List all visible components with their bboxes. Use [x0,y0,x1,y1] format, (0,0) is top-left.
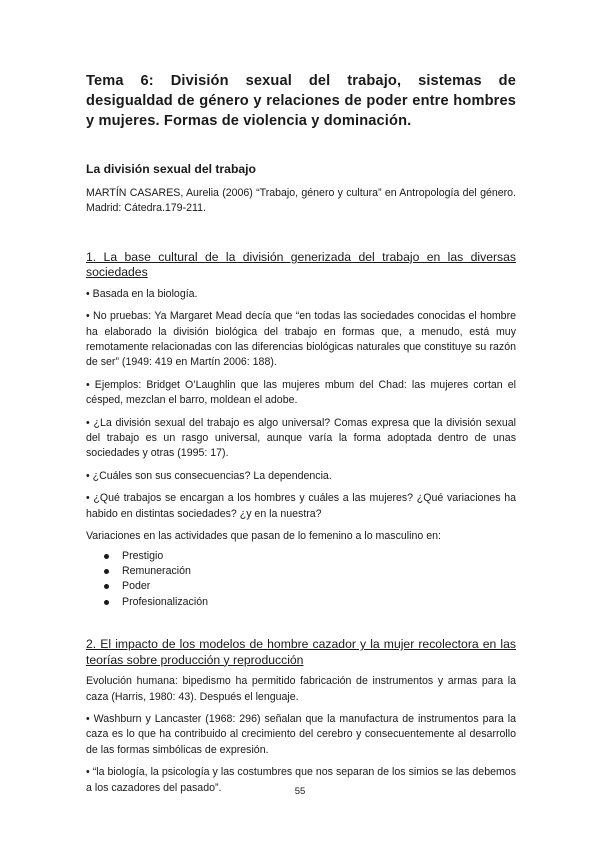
paragraph: • Washburn y Lancaster (1968: 296) señalan que la manufactura de instrumentos para la caza es lo que ha contribuido al crecimiento del cerebro y consecuentemente al desarrollo de las formas simbólicas de expresión. [86,712,516,756]
paragraph: • ¿Cuáles son sus consecuencias? La dependencia. [86,469,332,482]
paragraph: Variaciones en las actividades que pasan de lo femenino a lo masculino en: [86,530,441,543]
page-title: Tema 6: División sexual del trabajo, sistemas de desigualdad de género y relaciones de poder entre hombres y mujeres. Formas de violencia y dominación. [86,73,516,129]
paragraph: • “la biología, la psicología y las costumbres que nos separan de los simios se las debemos a los cazadores del pasado”. [86,766,516,794]
paragraph: Evolución humana: bipedismo ha permitido fabricación de instrumentos y armas para la caza (Harris, 1980: 43). Después el lenguaje. [86,675,516,703]
bullet-icon [104,584,109,589]
bullet-icon [104,569,109,574]
list-item: Prestigio [104,549,516,564]
bullet-icon [104,554,109,559]
section-subheading: La división sexual del trabajo [86,162,257,176]
paragraph: • ¿La división sexual del trabajo es algo universal? Comas expresa que la división sexual del trabajo es un rasgo universal, aunque varía la forma adoptada dentro de unas sociedades y otras (1995: 17). [86,416,516,460]
section-1-heading: 1. La base cultural de la división generizada del trabajo en las diversas sociedades [86,249,516,280]
variations-list [86,549,516,611]
paragraph: • ¿Qué trabajos se encargan a los hombres y cuáles a las mujeres? ¿Qué variaciones ha habido en distintas sociedades? ¿y en la nuestra? [86,492,516,520]
list-item: Profesionalización [104,595,516,610]
list-item: Remuneración [104,564,516,579]
bullet-icon [104,600,109,605]
document-page [86,71,516,803]
section-2-heading: 2. El impacto de los modelos de hombre cazador y la mujer recolectora en las teorías sobre producción y reproducción [86,637,516,667]
bibliographic-reference: MARTÍN CASARES, Aurelia (2006) “Trabajo, género y cultura” en Antropología del género. Madrid: Cátedra.179-211. [86,187,516,215]
list-item: Poder [104,579,516,594]
paragraph: • Ejemplos: Bridget O’Laughlin que las mujeres mbum del Chad: las mujeres cortan el césped, mezclan el barro, moldean el adobe. [86,378,516,407]
page-number: 55 [294,786,306,797]
paragraph: • No pruebas: Ya Margaret Mead decía que “en todas las sociedades conocidas el hombre ha elaborado la división biológica del trabajo en formas que, a menudo, está muy remotamente relacionadas con las diferencias biológicas naturales que constituye su razón de ser” (1949: 419 en Martín 2006: 188). [86,310,516,369]
paragraph: • Basada en la biología. [86,287,198,300]
